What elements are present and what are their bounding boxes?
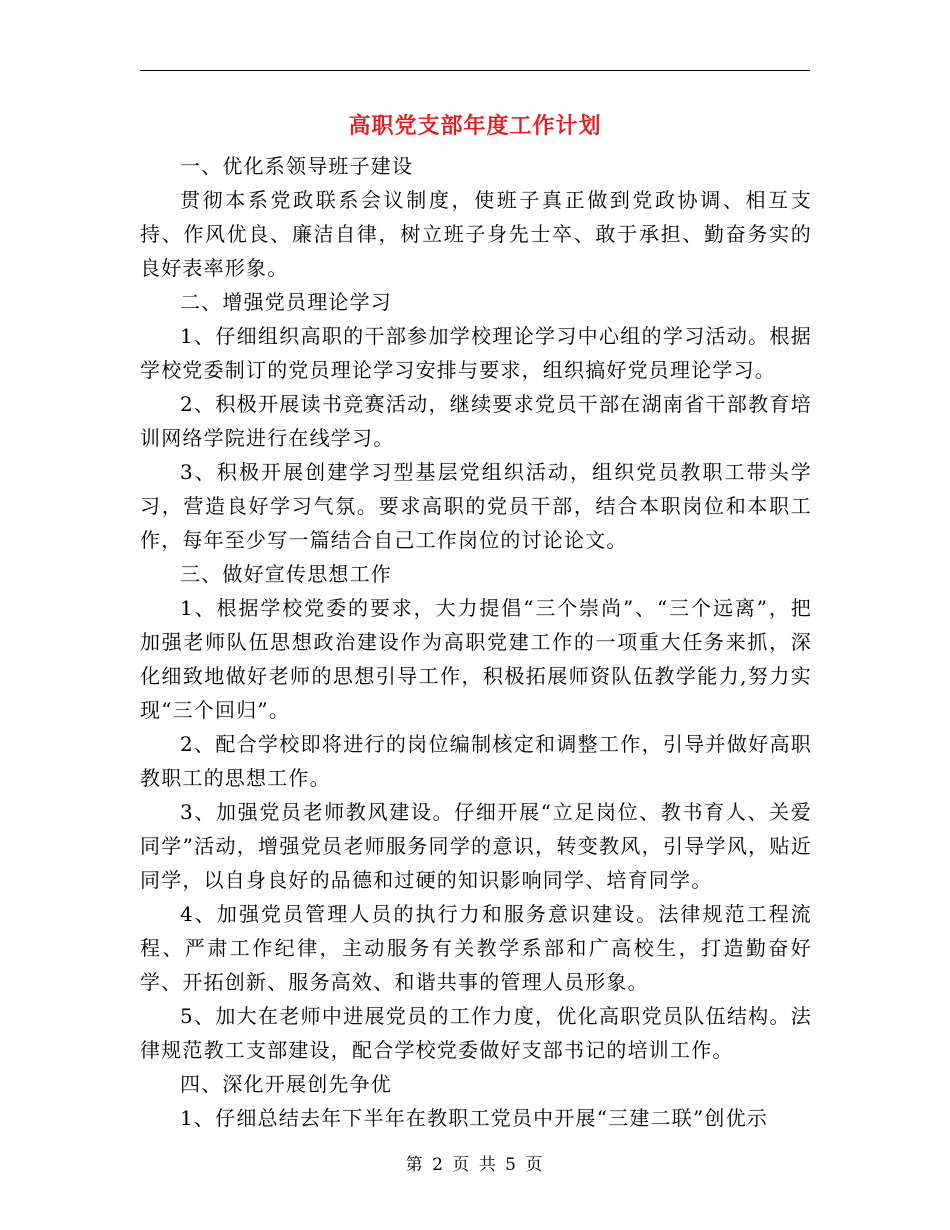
- paragraph: 1、仔细组织高职的干部参加学校理论学习中心组的学习活动。根据学校党委制订的党员理论学习安排与要求，组织搞好党员理论学习。: [140, 324, 812, 382]
- section-heading-4: 四、深化开展创先争优: [180, 1072, 392, 1096]
- header-rule: [140, 70, 810, 71]
- section-heading-3: 三、做好宣传思想工作: [180, 562, 392, 586]
- paragraph: 2、配合学校即将进行的岗位编制核定和调整工作，引导并做好高职教职工的思想工作。: [140, 732, 812, 790]
- paragraph: 2、积极开展读书竞赛活动，继续要求党员干部在湖南省干部教育培训网络学院进行在线学习。: [140, 392, 812, 450]
- document-title: 高职党支部年度工作计划: [348, 113, 602, 139]
- paragraph: 1、根据学校党委的要求，大力提倡“三个崇尚”、“三个远离”，把加强老师队伍思想政治建设作为高职党建工作的一项重大任务来抓，深化细致地做好老师的思想引导工作，积极拓展师资队伍教学能力,努力实现“三个回归”。: [140, 596, 812, 722]
- section-heading-1: 一、优化系领导班子建设: [180, 154, 414, 178]
- section-heading-2: 二、增强党员理论学习: [180, 290, 392, 314]
- paragraph: 5、加大在老师中进展党员的工作力度，优化高职党员队伍结构。法律规范教工支部建设，配合学校党委做好支部书记的培训工作。: [140, 1004, 812, 1062]
- page-number: 第 2 页 共 5 页: [405, 1155, 545, 1175]
- paragraph: 4、加强党员管理人员的执行力和服务意识建设。法律规范工程流程、严肃工作纪律，主动服务有关教学系部和广高校生，打造勤奋好学、开拓创新、服务高效、和谐共事的管理人员形象。: [140, 902, 812, 994]
- paragraph: 3、积极开展创建学习型基层党组织活动，组织党员教职工带头学习，营造良好学习气氛。要求高职的党员干部，结合本职岗位和本职工作，每年至少写一篇结合自己工作岗位的讨论论文。: [140, 460, 812, 552]
- paragraph: 1、仔细总结去年下半年在教职工党员中开展“三建二联”创优示: [180, 1106, 768, 1130]
- paragraph: 3、加强党员老师教风建设。仔细开展“立足岗位、教书育人、关爱同学”活动，增强党员老师服务同学的意识，转变教风，引导学风，贴近同学，以自身良好的品德和过硬的知识影响同学、培育同学。: [140, 800, 812, 892]
- paragraph: 贯彻本系党政联系会议制度，使班子真正做到党政协调、相互支持、作风优良、廉洁自律，树立班子身先士卒、敢于承担、勤奋务实的良好表率形象。: [140, 188, 812, 280]
- document-body: [140, 149, 812, 1135]
